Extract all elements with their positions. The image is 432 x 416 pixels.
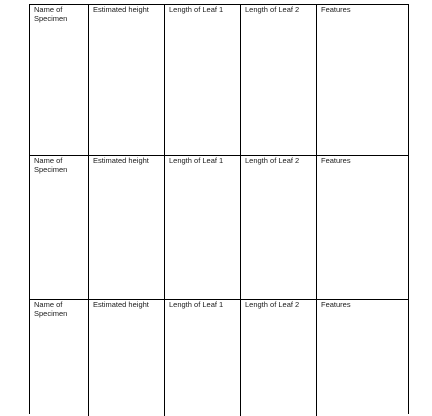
header-name-of-specimen: Name of Specimen: [30, 5, 89, 155]
header-estimated-height: Estimated height: [89, 5, 165, 155]
header-features: Features: [321, 5, 351, 14]
header-features: Features: [321, 156, 351, 165]
header-length-of-leaf-1: Length of Leaf 1: [165, 156, 241, 300]
header-name-of-specimen: Name of Specimen: [30, 156, 89, 300]
header-estimated-height: Estimated height: [89, 156, 165, 300]
header-estimated-height: Estimated height: [89, 300, 165, 416]
specimen-block-1: [30, 5, 408, 155]
header-length-of-leaf-2: Length of Leaf 2: [241, 300, 317, 416]
header-length-of-leaf-2: Length of Leaf 2: [241, 156, 317, 300]
header-length-of-leaf-1: Length of Leaf 1: [165, 300, 241, 416]
header-length-of-leaf-1: Length of Leaf 1: [165, 5, 241, 155]
header-name-of-specimen: Name of Specimen: [30, 300, 89, 416]
header-length-of-leaf-2: Length of Leaf 2: [241, 5, 317, 155]
specimen-table: [29, 4, 409, 414]
header-features: Features: [321, 300, 351, 309]
specimen-block-2: [30, 155, 408, 300]
specimen-block-3: [30, 299, 408, 416]
